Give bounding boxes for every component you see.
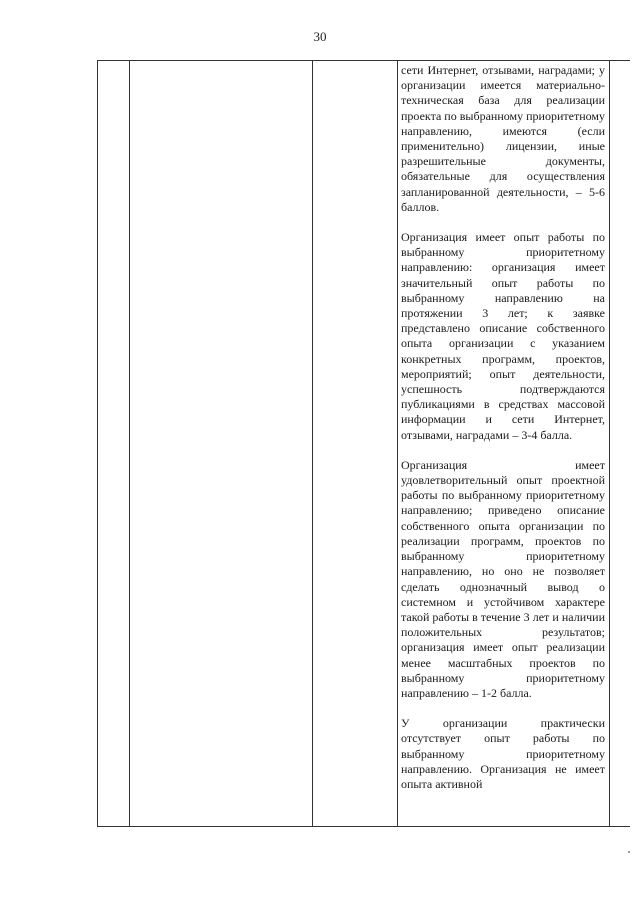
criteria-cell xyxy=(401,63,605,792)
table-column-divider xyxy=(397,60,398,827)
criteria-paragraph: Организация имеет опыт работы по выбранному приоритетному направлению: организация имеет значительный опыт работы по выбранному направлению на протяжении 3 лет; к заявке представлено описание собственного опыта организации с указанием конкретных программ, проектов, мероприятий; опыт деятельности, успешность подтверждаются публикациями в средствах массовой информации и сети Интернет, отзывами, наградами – 3-4 балла. xyxy=(401,230,605,442)
criteria-paragraph: сети Интернет, отзывами, наградами; у организации имеется материально-техническая база для реализации проекта по выбранному приоритетному направлению, имеются (если применительно) лицензии, иные разрешительные документы, обязательные для осуществления запланированной деятельности, – 5-6 баллов. xyxy=(401,63,605,214)
page-number: 30 xyxy=(313,29,327,44)
criteria-paragraph: Организация имеет удовлетворительный опыт проектной работы по выбранному приоритетному направлению; приведено описание собственного опыта организации по реализации программ, проектов по выбранному приоритетному направлению, но оно не позволяет сделать однозначный вывод о системном и устойчивом характере такой работы в течение 3 лет и наличии положительных результатов; организация имеет опыт реализации менее масштабных проектов по выбранному приоритетному направлению – 1-2 балла. xyxy=(401,457,605,700)
criteria-paragraph: У организации практически отсутствует опыт работы по выбранному приоритетному направлению. Организация не имеет опыта активной xyxy=(401,716,605,791)
scan-speck xyxy=(628,851,630,853)
table-column-divider xyxy=(97,60,98,827)
table-column-divider xyxy=(312,60,313,827)
table-column-divider xyxy=(129,60,130,827)
table-column-divider xyxy=(609,60,610,827)
